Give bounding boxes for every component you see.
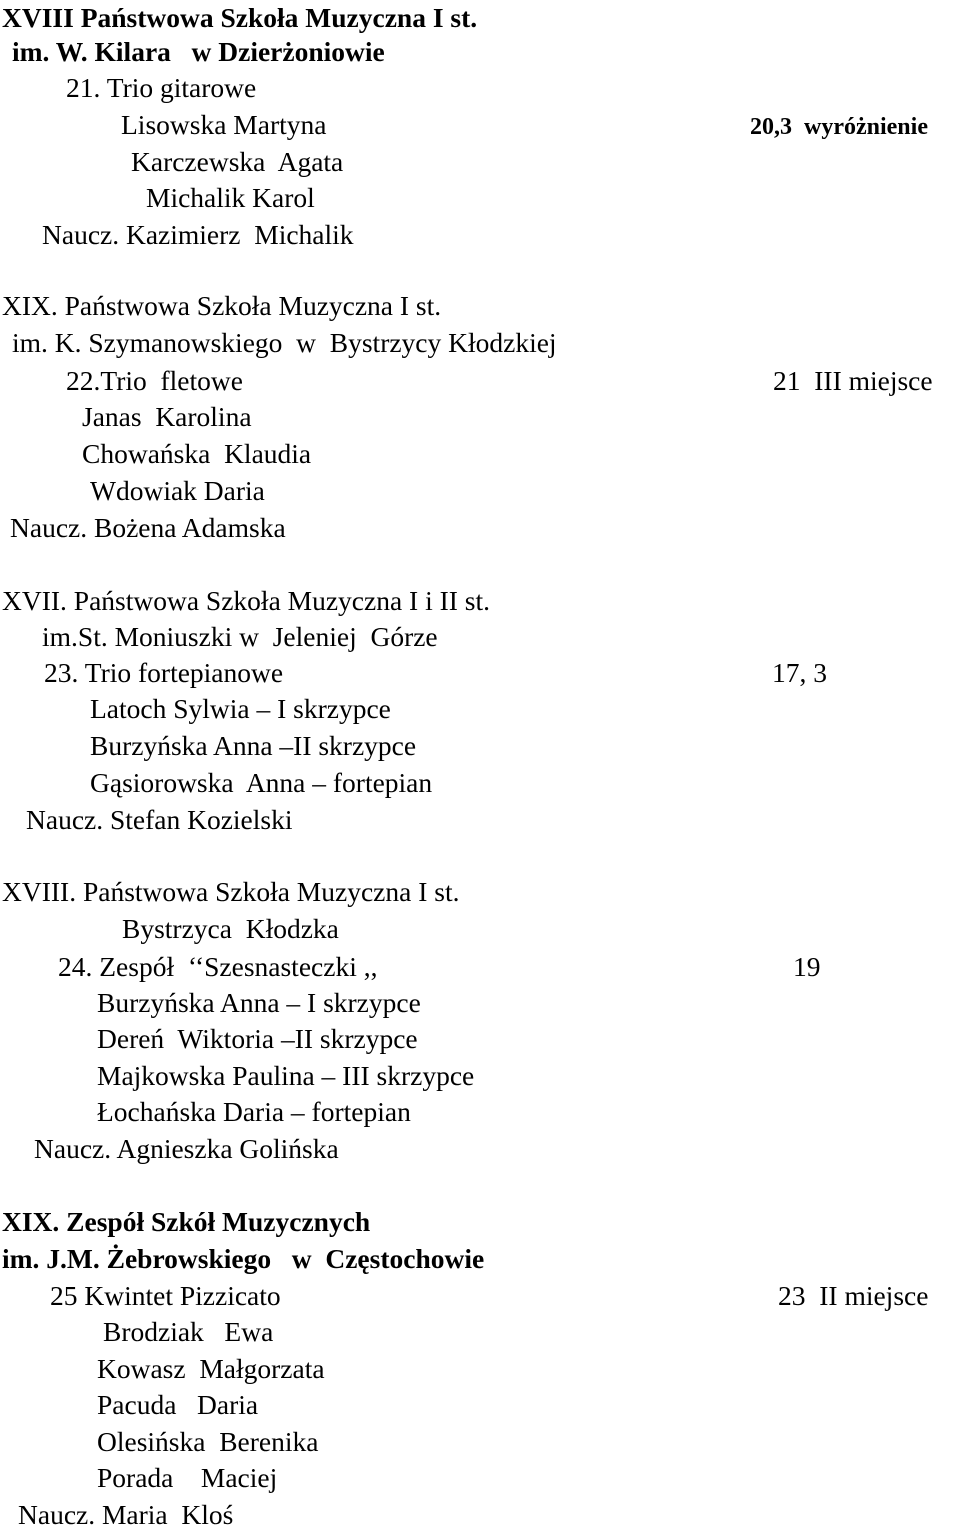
member: Majkowska Paulina – III skrzypce bbox=[97, 1060, 475, 1091]
member: Wdowiak Daria bbox=[90, 475, 265, 506]
member: Pacuda Daria bbox=[97, 1389, 259, 1420]
school-patron: im. W. Kilara w Dzierżoniowie bbox=[12, 36, 385, 67]
member: Burzyńska Anna – I skrzypce bbox=[97, 987, 421, 1018]
member: Kowasz Małgorzata bbox=[97, 1353, 325, 1384]
school-patron: im.St. Moniuszki w Jeleniej Górze bbox=[42, 621, 438, 652]
school-name: XVIII Państwowa Szkoła Muzyczna I st. bbox=[2, 2, 478, 33]
member: Lisowska Martyna bbox=[121, 109, 327, 140]
school-name: XVIII. Państwowa Szkoła Muzyczna I st. bbox=[2, 876, 460, 907]
entry-title: 25 Kwintet Pizzicato bbox=[50, 1280, 281, 1311]
member: Łochańska Daria – fortepian bbox=[97, 1096, 411, 1127]
teacher: Naucz. Maria Kloś bbox=[18, 1499, 234, 1530]
member: Chowańska Klaudia bbox=[82, 438, 312, 469]
school-patron: Bystrzyca Kłodzka bbox=[122, 913, 339, 944]
school-patron: im. K. Szymanowskiego w Bystrzycy Kłodzkiej bbox=[12, 327, 557, 358]
member: Gąsiorowska Anna – fortepian bbox=[90, 767, 433, 798]
member: Brodziak Ewa bbox=[103, 1316, 274, 1347]
school-name: XVII. Państwowa Szkoła Muzyczna I i II st. bbox=[2, 585, 491, 616]
school-patron: im. J.M. Żebrowskiego w Częstochowie bbox=[2, 1243, 485, 1274]
member: Janas Karolina bbox=[82, 401, 252, 432]
member: Latoch Sylwia – I skrzypce bbox=[90, 693, 391, 724]
member: Karczewska Agata bbox=[131, 146, 344, 177]
teacher: Naucz. Agnieszka Golińska bbox=[34, 1133, 339, 1164]
result: 23 II miejsce bbox=[778, 1280, 929, 1311]
member: Burzyńska Anna –II skrzypce bbox=[90, 730, 417, 761]
result: 21 III miejsce bbox=[773, 365, 933, 396]
member: Porada Maciej bbox=[97, 1462, 278, 1493]
entry-title: 22.Trio fletowe bbox=[66, 365, 243, 396]
entry-title: 24. Zespół ‘‘Szesnasteczki ,, bbox=[58, 951, 378, 982]
teacher: Naucz. Stefan Kozielski bbox=[26, 804, 293, 835]
school-name: XIX. Państwowa Szkoła Muzyczna I st. bbox=[2, 290, 442, 321]
member: Dereń Wiktoria –II skrzypce bbox=[97, 1023, 418, 1054]
result: 20,3 wyróżnienie bbox=[750, 114, 928, 140]
entry-title: 23. Trio fortepianowe bbox=[44, 657, 284, 688]
member: Olesińska Berenika bbox=[97, 1426, 319, 1457]
entry-title: 21. Trio gitarowe bbox=[66, 72, 257, 103]
teacher: Naucz. Bożena Adamska bbox=[10, 512, 286, 543]
result: 19 bbox=[793, 951, 821, 982]
teacher: Naucz. Kazimierz Michalik bbox=[42, 219, 354, 250]
member: Michalik Karol bbox=[146, 182, 315, 213]
result: 17, 3 bbox=[772, 657, 827, 688]
school-name: XIX. Zespół Szkół Muzycznych bbox=[2, 1206, 371, 1237]
